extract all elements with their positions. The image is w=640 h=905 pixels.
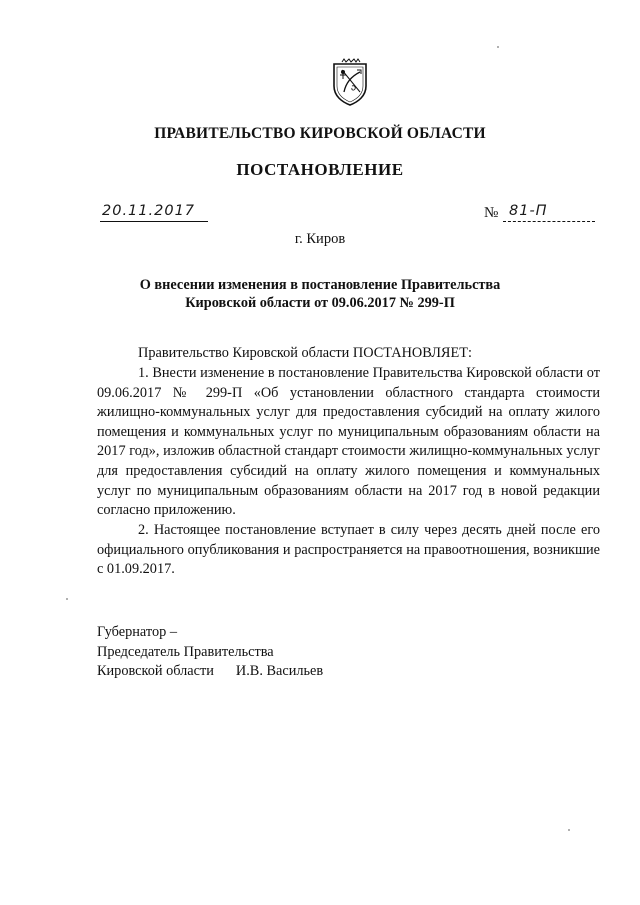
item-2-paragraph: 2. Настоящее постановление вступает в силу через десять дней после его официального опубликования и распространяется на правоотношения, возникшие с 01.09.2017. [97,522,600,578]
kirov-coat-of-arms-icon [330,58,370,106]
document-date-field [100,203,208,222]
signature-title-line-3 [97,662,323,682]
subject-line-1: О внесении изменения в постановление Правительства [139,277,501,293]
document-number-field [503,203,595,222]
signature-region: Кировской области [97,663,214,680]
signature-title-line-2: Председатель Правительства [97,643,274,660]
signatory-name: И.В. Васильев [235,663,324,680]
item-1-paragraph: 1. Внести изменение в постановление Правительства Кировской области от 09.06.2017 № 299-П «Об установлении областного стандарта стоимости жилищно-коммунальных услуг для предоставления субсидий на оплату жилого помещения и коммунальных услуг по муниципальным образованиям области на 2017 год», изложив областной стандарт стоимости жилищно-коммунальных услуг для предоставления субсидий на оплату жилого помещения и коммунальных услуг по муниципальным образованиям области на 2017 год в новой редакции согласно приложению. [97,365,600,519]
signature-title-line-1: Губернатор – [97,624,177,640]
preamble-paragraph: Правительство Кировской области ПОСТАНОВЛЯЕТ: [138,345,472,361]
signature-block [97,623,323,682]
document-type-title: ПОСТАНОВЛЕНИЕ [236,160,404,179]
number-label: № [484,205,499,221]
scan-speck [568,829,570,831]
government-title: ПРАВИТЕЛЬСТВО КИРОВСКОЙ ОБЛАСТИ [154,125,486,142]
city-name: г. Киров [294,231,346,247]
subject-line-2: Кировской области от 09.06.2017 № 299-П [185,295,455,311]
scan-speck [497,46,499,48]
document-subject [0,276,640,312]
document-number: 81-П [509,203,548,219]
scan-speck [66,598,68,600]
document-date: 20.11.2017 [102,203,196,219]
